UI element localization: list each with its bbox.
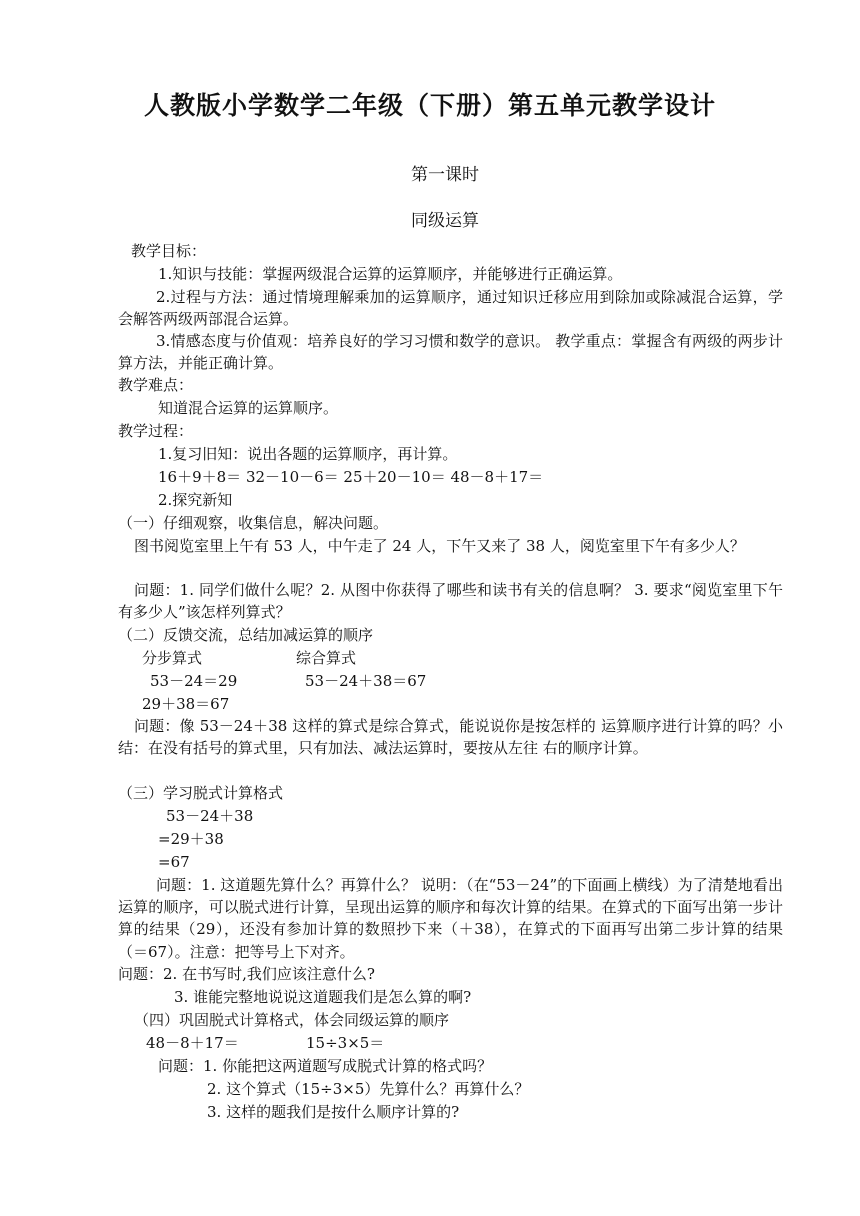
questions-part-1: 问题：1. 同学们做什么呢？2. 从图中你获得了哪些和读书有关的信息啊？ 3. 要求“阅览室里下午有多少人”该怎样列算式？: [118, 581, 783, 622]
question-4-1: 问题：1. 你能把这两道题写成脱式计算的格式吗？: [158, 1057, 493, 1075]
explore-step: 2.探究新知: [158, 491, 233, 509]
exercise-1: 48－8＋17＝: [146, 1034, 239, 1052]
stepwise-label: 分步算式: [142, 649, 203, 667]
topic-heading: 同级运算: [411, 211, 479, 231]
explanation-paragraph: 问题：1. 这道题先算什么？再算什么？ 说明：（在“53－24”的下面画上横线）为了清楚地看出运算的顺序，可以脱式进行计算，呈现出运算的顺序和每次计算的结果。在算式的下面写出第一步计算的结果（29），还没有参加计算的数照抄下来（＋38），在算式的下面再写出第二步计算的结果（＝67）。注意：把等号上下对齐。: [118, 876, 783, 961]
calc-line-1: 53－24＋38: [166, 807, 254, 825]
question-4-2: 2. 这个算式（15÷3×5）先算什么？再算什么？: [207, 1080, 530, 1098]
process-heading: 教学过程：: [118, 422, 194, 440]
difficulty-text: 知道混合运算的运算顺序。: [158, 399, 339, 417]
document-title: 人教版小学数学二年级（下册）第五单元教学设计: [143, 91, 716, 120]
review-step: 1.复习旧知：说出各题的运算顺序，再计算。: [158, 445, 458, 463]
story-problem: 图书阅览室里上午有 53 人，中午走了 24 人，下午又来了 38 人，阅览室里下午有多少人？: [134, 537, 745, 555]
part-2-heading: （二）反馈交流，总结加减运算的顺序: [118, 626, 374, 644]
review-problems: 16＋9＋8＝ 32－10－6＝ 25＋20－10＝ 48－8＋17＝: [158, 468, 544, 486]
lesson-heading: 第一课时: [411, 165, 479, 185]
exercise-2: 15÷3×5＝: [306, 1034, 385, 1052]
combined-label: 综合算式: [296, 649, 357, 667]
question-4-3: 3. 这样的题我们是按什么顺序计算的?: [207, 1103, 460, 1121]
calc-line-3: =67: [158, 853, 190, 871]
stepwise-step-1: 53－24＝29: [150, 672, 238, 690]
goal-1: 1.知识与技能：掌握两级混合运算的运算顺序，并能够进行正确运算。: [158, 265, 623, 283]
goal-2: 2.过程与方法：通过情境理解乘加的运算顺序，通过知识迁移应用到除加或除减混合运算，学会解答两级两部混合运算。: [118, 288, 783, 329]
calc-line-2: =29＋38: [158, 830, 224, 848]
question-and-summary: 问题：像 53－24＋38 这样的算式是综合算式，能说说你是按怎样的 运算顺序进行计算的吗？小结：在没有括号的算式里，只有加法、减法运算时，要按从左往 右的顺序计算。: [118, 717, 783, 758]
combined-expression: 53－24＋38＝67: [305, 672, 427, 690]
goals-heading: 教学目标：: [131, 242, 207, 260]
part-4-heading: （四）巩固脱式计算格式，体会同级运算的顺序: [134, 1011, 450, 1029]
question-writing: 问题：2. 在书写时,我们应该注意什么?: [118, 965, 375, 983]
part-3-heading: （三）学习脱式计算格式: [118, 784, 284, 802]
difficulty-heading: 教学难点：: [118, 376, 194, 394]
stepwise-step-2: 29＋38＝67: [142, 695, 230, 713]
goal-3: 3.情感态度与价值观：培养良好的学习习惯和数学的意识。 教学重点：掌握含有两级的两步计算方法，并能正确计算。: [118, 332, 783, 373]
question-complete: 3. 谁能完整地说说这道题我们是怎么算的啊?: [174, 988, 472, 1006]
part-1-heading: （一）仔细观察，收集信息，解决问题。: [118, 514, 389, 532]
